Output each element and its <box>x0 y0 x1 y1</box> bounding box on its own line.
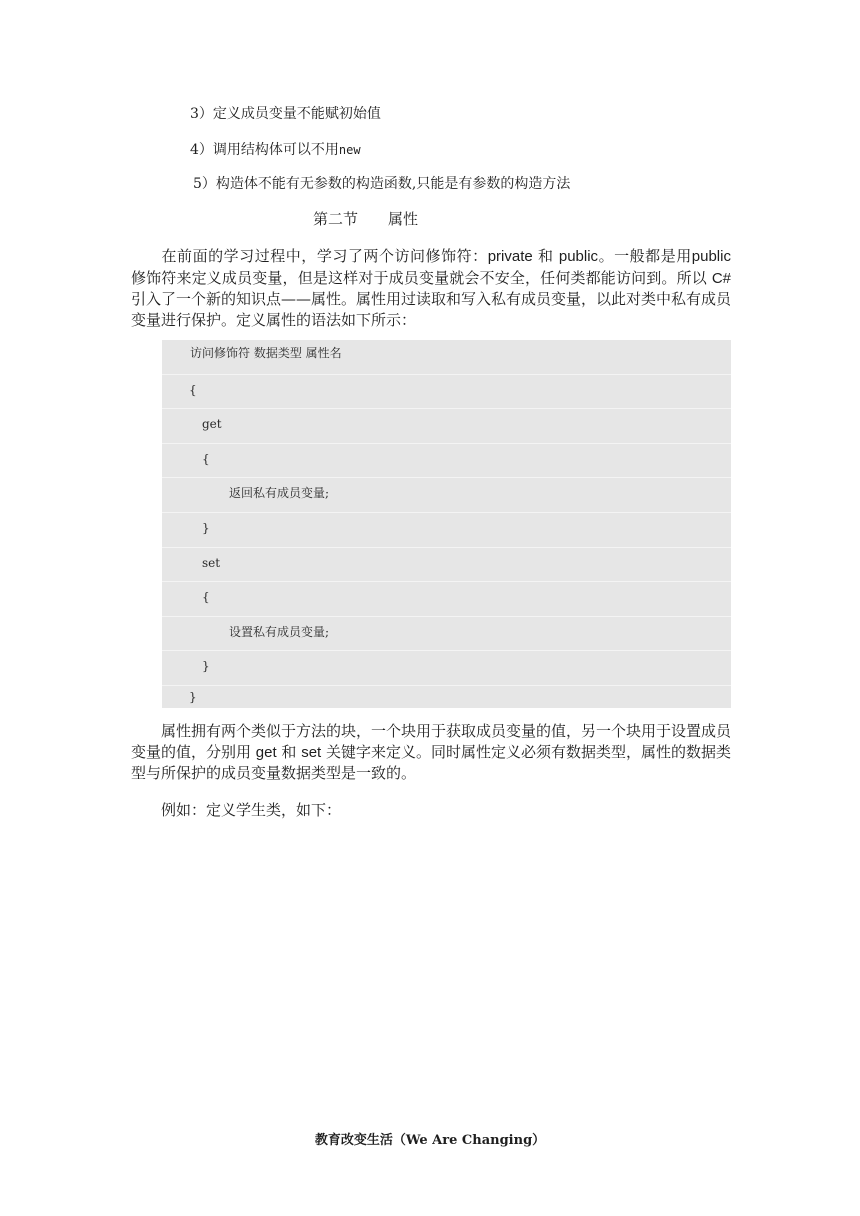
intro-paragraph <box>131 246 731 330</box>
code-line <box>162 478 731 513</box>
list-item-number: 4） <box>190 142 213 158</box>
list-item-5 <box>193 175 570 193</box>
text-run: 引入了一个新的知识点——属性。属性用过读取和写入私有成员变量，以此对类中私有成员变量进行保护。定义属性的语法如下所示： <box>131 290 732 329</box>
code-line-text: { <box>202 451 210 466</box>
list-item-suffix: new <box>338 143 361 157</box>
code-line-text: { <box>202 590 210 605</box>
section-number: 第二节 <box>313 210 359 228</box>
text-run: 和 <box>276 742 302 761</box>
text-run: 在前面的学习过程中，学习了两个访问修饰符： <box>161 247 488 265</box>
code-line <box>162 340 731 375</box>
code-line <box>162 409 731 444</box>
code-line-text: 访问修饰符 数据类型 属性名 <box>190 346 342 360</box>
list-item-number: 5） <box>193 176 216 192</box>
text-run: 和 <box>532 247 559 265</box>
section-title: 属性 <box>388 210 419 228</box>
keyword-public: public <box>691 248 731 265</box>
keyword-csharp: C# <box>711 269 731 287</box>
code-line <box>162 375 731 410</box>
code-line <box>162 651 731 686</box>
code-line-text: } <box>189 690 197 704</box>
text-run: 。一般都是用 <box>598 247 692 265</box>
code-line <box>162 513 731 548</box>
text-run: 修饰符来定义成员变量，但是这样对于成员变量就会不安全，任何类都能访问到。所以 <box>131 268 712 287</box>
code-line-text: set <box>202 555 221 570</box>
code-line <box>162 686 731 708</box>
text-run: 例如：定义学生类，如下： <box>161 801 342 819</box>
syntax-code-block <box>162 340 731 708</box>
code-line <box>162 548 731 583</box>
list-item-text: 定义成员变量不能赋初始值 <box>212 106 381 122</box>
code-line-text: 设置私有成员变量; <box>229 624 330 639</box>
example-paragraph <box>131 800 731 821</box>
code-line-text: { <box>189 382 197 397</box>
list-item-text: 调用结构体可以不用 <box>212 142 339 158</box>
keyword-public: public <box>558 248 599 265</box>
keyword-set: set <box>301 743 322 761</box>
keyword-private: private <box>487 248 533 265</box>
list-item-4 <box>190 141 361 159</box>
list-item-number: 3） <box>190 106 213 122</box>
code-line <box>162 582 731 617</box>
code-line-text: get <box>202 417 222 432</box>
section-heading <box>313 210 418 228</box>
code-line-text: } <box>202 659 210 674</box>
code-line-text: 返回私有成员变量; <box>229 486 330 501</box>
list-item-3 <box>190 105 381 123</box>
keyword-get: get <box>255 743 277 761</box>
text-run: 属性拥有两个类似于方法的块，一个块用于获取成员变量的值，另一个块用于设置成员变量的值，分别用 <box>131 722 732 761</box>
code-line <box>162 444 731 479</box>
page-footer: 教育改变生活（We Are Changing） <box>314 1133 546 1148</box>
list-item-text: 构造体不能有无参数的构造函数,只能是有参数的构造方法 <box>215 176 571 192</box>
text-run: 关键字来定义。同时属性定义必须有数据类型，属性的数据类型与所保护的成员变量数据类型是一致的。 <box>131 742 731 782</box>
code-line <box>162 617 731 652</box>
code-line-text: } <box>202 521 210 535</box>
property-paragraph <box>131 721 731 784</box>
